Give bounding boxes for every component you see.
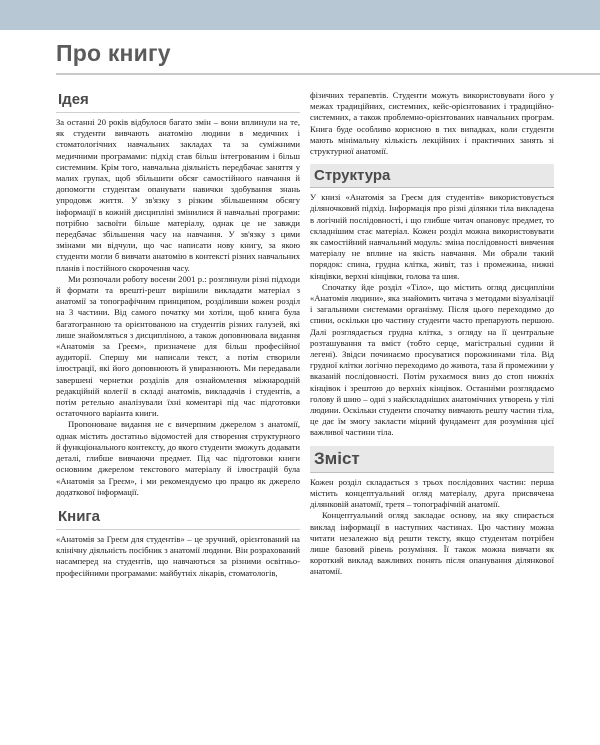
structure-paragraph-1: У книзі «Анатомія за Греєм для студентів» використовується діляночковий підхід. Інформація про різні ділянки тіла викладена в логічній послідовності, і що глибше читач опановує предмет, то складнішим стає матеріал. Кожен розділ можна використовувати як самостійний навчальний модуль: зміна послідовності вивчення матеріалу не вплине на якість навчання. Ми обрали такий порядок: спина, грудна клітка, живіт, таз і промежина, нижні кінцівки, верхні кінцівки, голова та шия. <box>310 192 554 281</box>
book-paragraph-continued: фізичних терапевтів. Студенти можуть використовувати його у межах традиційних, системних, кейс-орієнтованих і традиційно-системних, а також проблемно-орієнтованих навчальних програм. Книга буде особливо корисною в тих випадках, коли студенти мають мінімальну кількість лекційних і практичних занять зі структурної анатомії. <box>310 90 554 157</box>
contents-paragraph-2: Концептуальний огляд закладає основу, на яку спирається виклад інформації в наступних частинах. Цю частину можна читати незалежно від решти тексту, якщо студентам потрібен лише базовий рівень розуміння. Її також можна вивчати як короткий виклад важливих понять після опанування ділянкової анатомії. <box>310 510 554 577</box>
idea-paragraph-3: Пропоноване видання не є вичерпним джерелом з анатомії, однак містить достатньо відомостей для створення структурного й функціонального контексту, до якого студенти зможуть додавати деталі, глибше вивчаючи предмет. Під час підготовки книги основним джерелом текстового матеріалу й ілюстрацій була «Анатомія за Греєм», і ми рекомендуємо цю працю як джерело додаткової інформації. <box>56 419 300 497</box>
idea-paragraph-2: Ми розпочали роботу восени 2001 р.: розглянули різні підходи й формати та врешті-решт вирішили викладати матеріал з анатомії за топографічним принципом, розділивши кожен розділ на 3 частини. Від самого початку ми хотіли, щоб книга була багатогранною та орієнтованою на студентів різних галузей, які лише знайомляться з дисципліною, а також доповнювала видання «Анатомія за Греєм», призначене для більш професійної аудиторії. Спершу ми написали текст, а потім створили ілюстрації, які його доповнюють й увиразнюють. Ми передавали завершені чернетки розділів для ознайомлення міжнародній редакційній колегії в складі анатомів, викладачів і студентів, а потім ретельно аналізували їхні коментарі під час підготовки остаточного варіанта книги. <box>56 273 300 419</box>
idea-paragraph-1: За останні 20 років відбулося багато змін – вони вплинули на те, як студенти вивчають анатомію людини в медичних і стоматологічних навчальних закладах та за суміжними медичними програмами: підхід став більш інтегрованим і більш системним. Крім того, навчальна діяльність передбачає заняття у малих групах, щоб збільшити обсяг самостійного навчання й допомогти студентам опанувати навички здобування знань упродовж життя. У зв'язку з різким збільшенням обсягу інформації в кожній дисципліні змінилися й навчальні програми: потрібно засвоїти більше матеріалу, однак це не завжди передбачає збільшення часу на навчання. У зв'язку з цими змінами ми відчули, що час написати нову книгу, за якою студенти могли б вивчати анатомію в контексті різних навчальних планів і постійного скорочення часу. <box>56 117 300 273</box>
section-heading-idea: Ідея <box>56 88 300 113</box>
top-color-band <box>0 0 600 30</box>
page-title: Про книгу <box>56 40 171 66</box>
title-divider <box>56 73 600 75</box>
contents-paragraph-1: Кожен розділ складається з трьох послідовних частин: перша містить концептуальний огляд матеріалу, друга присвячена ділянковій анатомії, третя – топографічній анатомії. <box>310 476 554 510</box>
structure-paragraph-2: Спочатку йде розділ «Тіло», що містить огляд дисципліни «Анатомія людини», яка знайомить читача з методами візуалізації і загальними системами організму. Після цього переходимо до спини, оскільки цю частину студенти часто препарують першою. Далі розглядається грудна клітка, з огляду на її центральне розташування та вміст (тобто серце, магістральні судини й легені). Звідси починаємо просуватися порожнинами тіла. Від грудної клітки логічно переходимо до живота, таза й промежини у вказаній послідовності. Потім рухаємося вниз до стоп нижніх кінцівок і зрештою до верхніх кінцівок. Останніми розглядаємо голову й шию – одні з найскладніших анатомічних утворень у тілі людини. Оскільки студенти спочатку вивчають решту частин тіла, це дає їм змогу закласти міцний фундамент для розуміння цієї важливої частини тіла. <box>310 281 554 438</box>
section-heading-structure: Структура <box>310 164 554 188</box>
section-heading-contents: Зміст <box>310 446 554 473</box>
left-column <box>56 88 300 579</box>
book-paragraph-1: «Анатомія за Греєм для студентів» – це зручний, орієнтований на клінічну діяльність посібник з анатомії людини. Він розрахований насамперед на студентів, що навчаються за різними освітньо-професійними програмами: майбутніх лікарів, стоматологів, <box>56 533 300 578</box>
right-column <box>310 90 554 578</box>
section-heading-book: Книга <box>56 505 300 530</box>
